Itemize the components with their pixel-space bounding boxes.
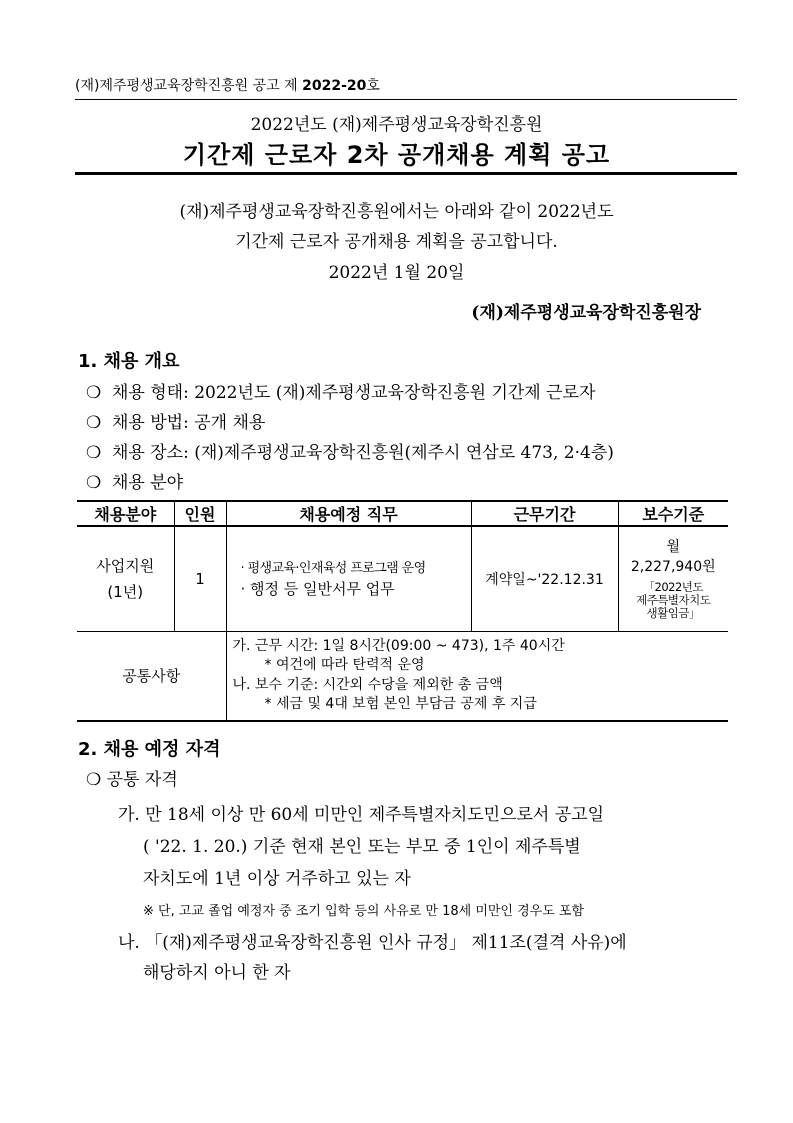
section-1-heading: 1. 채용 개요 [78, 351, 180, 372]
cell-duties: · 평생교육·인재육성 프로그램 운영 · 행정 등 일반서무 업무 [226, 526, 471, 631]
col-header-pay: 보수기준 [618, 501, 728, 526]
col-header-period: 근무기간 [471, 501, 618, 526]
intro-line-1: (재)제주평생교육장학진흥원에서는 아래와 같이 2022년도 [179, 202, 614, 222]
cell-period: 계약일~'22.12.31 [471, 526, 618, 631]
qualification-b-line-1: 나. 「(재)제주평생교육장학진흥원 인사 규정」 제11조(결격 사유)에 [118, 933, 627, 953]
notice-number: (재)제주평생교육장학진흥원 공고 제 2022-20호 [75, 78, 380, 94]
overview-item: ❍ 채용 분야 [86, 473, 184, 493]
table-header-row [77, 501, 728, 526]
qualification-note: ※ 단, 고교 졸업 예정자 중 조기 입학 등의 사유로 만 18세 미만인 경우도 포함 [143, 904, 585, 919]
cell-common-label: 공통사항 [77, 631, 226, 721]
overview-item: ❍ 채용 형태: 2022년도 (재)제주평생교육장학진흥원 기간제 근로자 [86, 383, 596, 403]
cell-pay: 월 2,227,940원 「2022년도 제주특별자치도 생활임금」 [618, 526, 728, 631]
cell-field: 사업지원 (1년) [77, 526, 174, 631]
table-row [77, 526, 728, 631]
table-row-common [77, 631, 728, 721]
section-2-heading: 2. 채용 예정 자격 [78, 739, 221, 760]
qualification-b-line-2: 해당하지 아니 한 자 [143, 963, 291, 983]
overview-item: ❍ 채용 장소: (재)제주평생교육장학진흥원(제주시 연삼로 473, 2·4층) [86, 443, 614, 463]
signature: (재)제주평생교육장학진흥원장 [471, 303, 701, 323]
col-header-field: 채용분야 [77, 501, 174, 526]
page-title: 기간제 근로자 2차 공개채용 계획 공고 [182, 141, 611, 169]
overview-item: ❍ 채용 방법: 공개 채용 [86, 413, 266, 433]
col-header-duties: 채용예정 직무 [226, 501, 471, 526]
qualification-a-line-2: ( '22. 1. 20.) 기준 현재 본인 또는 부모 중 1인이 제주특별 [143, 837, 581, 857]
header-rule [75, 99, 737, 100]
cell-count: 1 [174, 526, 226, 631]
col-header-count: 인원 [174, 501, 226, 526]
title-rule [75, 172, 737, 175]
recruitment-table [77, 500, 728, 722]
intro-line-2: 기간제 근로자 공개채용 계획을 공고합니다. [235, 232, 558, 252]
qualification-a-line-3: 자치도에 1년 이상 거주하고 있는 자 [143, 869, 411, 889]
common-qualification-heading: ❍ 공통 자격 [86, 770, 178, 790]
cell-common-content: 가. 근무 시간: 1일 8시간(09:00 ~ 473), 1주 40시간 * 여건에 따라 탄력적 운영 나. 보수 기준: 시간외 수당을 제외한 총 금액 * 세금 및 4대 보험 본인 부담금 공제 후 지급 [226, 631, 728, 721]
announcement-date: 2022년 1월 20일 [328, 263, 465, 283]
title-subtitle: 2022년도 (재)제주평생교육장학진흥원 [250, 115, 543, 135]
qualification-a-line-1: 가. 만 18세 이상 만 60세 미만인 제주특별자치도민으로서 공고일 [118, 805, 605, 825]
